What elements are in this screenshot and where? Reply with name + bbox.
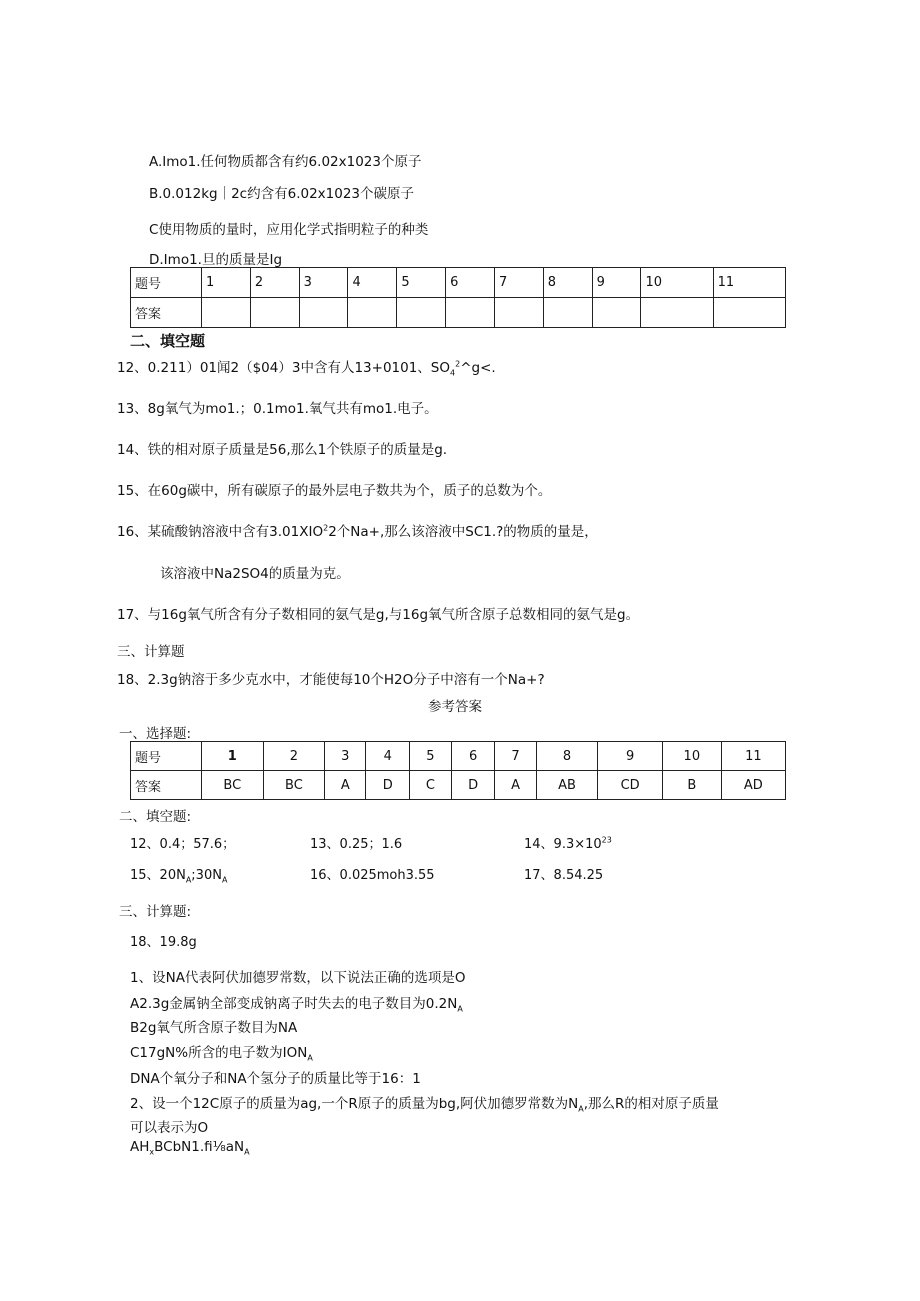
answer-grid-table: [130, 267, 786, 328]
answer-14-base: 14、9.3×10: [524, 837, 602, 852]
answer-15-a: 15、20N: [130, 868, 186, 883]
question-12-text: 12、0.211）01闻2（$04）3中含有人13+0101、SO: [117, 360, 450, 376]
table-cell: 4: [348, 268, 397, 298]
question-14: 14、铁的相对原子质量是56,那么1个铁原子的质量是g.: [117, 442, 448, 458]
answer-15: [130, 864, 227, 885]
table-cell: [299, 298, 348, 328]
table-cell: AB: [536, 771, 598, 800]
problem-2-options-a: AH: [130, 1139, 150, 1155]
table-cell: 9: [598, 742, 663, 771]
answer-15-sub2: A: [221, 875, 228, 885]
table-cell: B: [662, 771, 721, 800]
question-18: 18、2.3g钠溶于多少克水中，才能使每10个H2O分子中溶有一个Na+?: [117, 672, 545, 688]
problem-1-option-a-text: A2.3g金属钠全部变成钠离子时失去的电子数目为0.2N: [130, 996, 458, 1012]
problem-2-options-sub1: x: [149, 1147, 155, 1157]
problem-1-option-c-sub: A: [307, 1053, 313, 1063]
ref-section-fill: 二、填空题:: [119, 809, 192, 825]
problem-2-b: ,那么R的相对原子质量: [583, 1096, 719, 1112]
question-16-sup: 2: [323, 523, 329, 533]
problem-1-option-a-sub: A: [457, 1004, 463, 1014]
table-cell: [543, 298, 592, 328]
problem-1-option-a: [130, 992, 463, 1014]
table-cell: 7: [494, 268, 543, 298]
ref-section-choice: 一、选择题:: [119, 726, 192, 742]
question-16-continued: 该溶液中Na2SO4的质量为克。: [160, 566, 350, 582]
question-13: 13、8g氧气为mo1.；0.1mo1.氧气共有mo1.电子。: [117, 401, 438, 417]
table-cell: [592, 298, 641, 328]
table-cell: 7: [495, 742, 536, 771]
table-row: [131, 298, 786, 328]
table-cell: [250, 298, 299, 328]
table-cell: 1: [202, 268, 251, 298]
answer-16: 16、0.025moh3.55: [310, 868, 435, 883]
problem-1-option-c-text: C17gN%所含的电子数为ION: [130, 1045, 308, 1061]
question-16: [117, 520, 598, 540]
table-cell: D: [451, 771, 495, 800]
table-cell: [641, 298, 713, 328]
answer-key-table: [130, 741, 786, 800]
table-cell: 9: [592, 268, 641, 298]
option-b: B.0.012kg｜2c约含有6.02x1023个碳原子: [149, 186, 415, 202]
question-15: 15、在60g碳中，所有碳原子的最外层电子数共为个，质子的总数为个。: [117, 483, 552, 499]
option-d: D.Imo1.旦的质量是Ig: [149, 252, 283, 268]
table-cell: 题号: [131, 268, 202, 298]
section-heading-calc: 三、计算题: [117, 644, 185, 660]
problem-2-options-b: BCbN1.fi⅛aN: [154, 1139, 245, 1155]
table-cell: [397, 298, 446, 328]
answer-13: 13、0.25；1.6: [310, 837, 403, 852]
table-cell: D: [366, 771, 410, 800]
section-heading-fill-in: 二、填空题: [130, 332, 206, 350]
table-cell: [202, 298, 251, 328]
question-12-sub: 4: [450, 368, 456, 378]
answer-17: 17、8.54.25: [524, 868, 604, 883]
reference-answers-title: 参考答案: [428, 699, 482, 715]
table-cell: 答案: [131, 771, 202, 800]
option-c: C使用物质的量时，应用化学式指明粒子的种类: [149, 222, 429, 238]
table-row: [131, 771, 786, 800]
table-cell: [446, 298, 495, 328]
answer-15-sub1: A: [185, 875, 192, 885]
problem-2-a: 2、设一个12C原子的质量为ag,一个R原子的质量为bg,阿伏加德罗常数为N: [130, 1096, 579, 1112]
table-cell: BC: [263, 771, 325, 800]
table-cell: 4: [366, 742, 410, 771]
table-cell: A: [325, 771, 366, 800]
table-cell: [713, 298, 785, 328]
table-cell: 题号: [131, 742, 202, 771]
problem-2-options: [130, 1139, 250, 1157]
table-cell: AD: [721, 771, 785, 800]
question-12: [117, 356, 496, 378]
option-a: A.Imo1.任何物质都含有约6.02x1023个原子: [149, 154, 422, 170]
problem-1-option-b: B2g氧气所含原子数目为NA: [130, 1020, 298, 1036]
question-16-a: 16、某硫酸钠溶液中含有3.01XIO: [117, 524, 324, 540]
table-cell: 3: [325, 742, 366, 771]
table-cell: 5: [410, 742, 452, 771]
table-cell: 答案: [131, 298, 202, 328]
answer-14: [524, 833, 612, 852]
table-row: [131, 742, 786, 771]
problem-2-options-sub2: A: [244, 1147, 250, 1157]
answer-12: 12、0.4；57.6；: [130, 837, 236, 852]
table-cell: 8: [536, 742, 598, 771]
problem-2-continued: 可以表示为O: [130, 1120, 209, 1136]
table-row: [131, 268, 786, 298]
question-16-b: 2个Na+,那么该溶液中SC1.?的物质的量是，: [328, 524, 598, 540]
answer-14-sup: 23: [601, 835, 612, 845]
answer-15-b: ;30N: [191, 868, 222, 883]
table-cell: 2: [263, 742, 325, 771]
table-cell: 10: [662, 742, 721, 771]
table-cell: 6: [446, 268, 495, 298]
table-cell: 10: [641, 268, 713, 298]
problem-2-sub: A: [578, 1104, 584, 1114]
table-cell: 1: [202, 742, 264, 771]
problem-1: 1、设NA代表阿伏加德罗常数，以下说法正确的选项是O: [130, 970, 466, 986]
table-cell: [348, 298, 397, 328]
table-cell: C: [410, 771, 452, 800]
table-cell: 11: [713, 268, 785, 298]
answer-18: 18、19.8g: [130, 935, 197, 950]
question-17: 17、与16g氧气所含有分子数相同的氨气是g,与16g氧气所含原子总数相同的氨气是g。: [117, 607, 640, 623]
table-cell: 6: [451, 742, 495, 771]
table-cell: CD: [598, 771, 663, 800]
table-cell: 2: [250, 268, 299, 298]
table-cell: 5: [397, 268, 446, 298]
problem-1-option-d: DNA个氧分子和NA个氢分子的质量比等于16：1: [130, 1071, 421, 1087]
problem-1-option-c: [130, 1041, 313, 1063]
question-12-tail: ^g<.: [460, 360, 496, 376]
ref-section-calc: 三、计算题:: [119, 904, 192, 920]
table-cell: 3: [299, 268, 348, 298]
table-cell: 11: [721, 742, 785, 771]
table-cell: 8: [543, 268, 592, 298]
table-cell: [494, 298, 543, 328]
table-cell: BC: [202, 771, 264, 800]
problem-2: [130, 1092, 719, 1114]
table-cell: A: [495, 771, 536, 800]
question-12-sup: 2: [455, 359, 461, 369]
